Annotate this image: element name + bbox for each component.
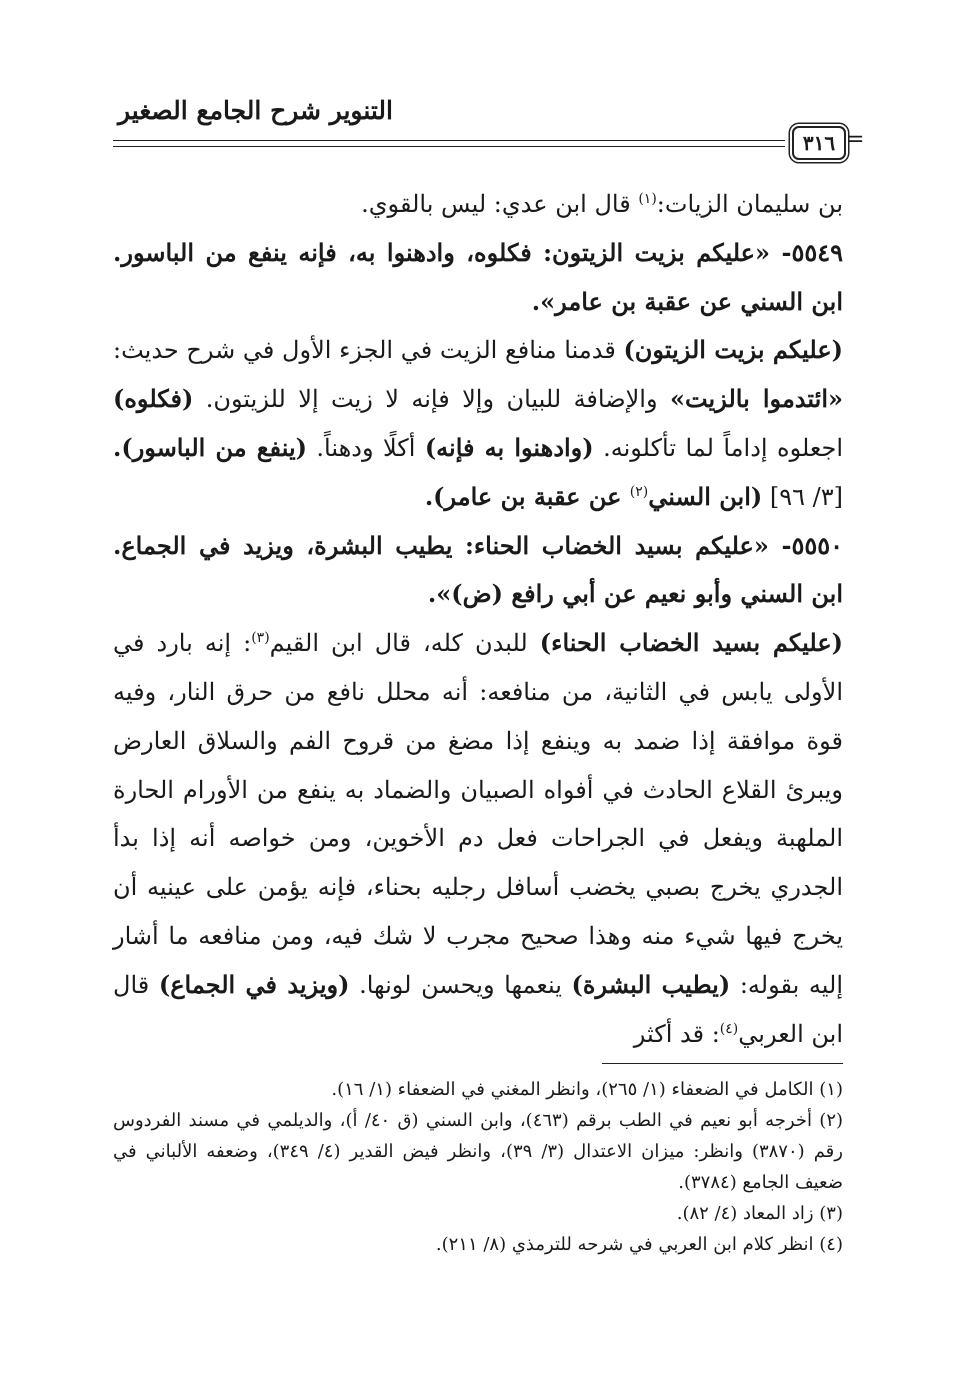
- footnotes: [113, 1074, 843, 1260]
- page-number: ٣١٦: [792, 126, 846, 160]
- commentary-5550: (عليكم بسيد الخضاب الحناء) للبدن كله، قال ابن القيم$^{(٣)}$: إنه بارد في الأولى يابس في الثانية، من منافعه: أنه محلل نافع من حرق النار، وفيه قوة موافقة إذا ضمد به وينفع إذا مضغ من قروح الفم والسلاق العارض ويبرئ القلاع الحادث في أفواه الصبيان والضماد به ينفع من الأورام الحارة الملهبة ويفعل في الجراحات فعل دم الأخوين، ومن خواصه أنه إذا بدأ الجدري يخرج بصبي يخضب أسافل رجليه بحناء، فإنه يؤمن على عينيه أن يخرج فيها شيء منه وهذا صحيح مجرب لا شك فيه، ومن منافعه ما أشار إليه بقوله: (يطيب البشرة) ينعمها ويحسن لونها. (ويزيد في الجماع) قال ابن العربي$^{(٤)}$: قد أكثر: [113, 628, 844, 1048]
- footnote-3: (٣) زاد المعاد (٤/ ٨٢).: [676, 1203, 843, 1224]
- page-number-ornament: =: [846, 127, 865, 152]
- footnote-4: (٤) انظر كلام ابن العربي في شرحه للترمذي (٨/ ٢١١).: [435, 1234, 843, 1255]
- header-rule-top: [113, 140, 785, 141]
- footnote-ref: (٣): [251, 630, 270, 647]
- footnote-ref: (٢): [629, 483, 649, 500]
- running-title: التنوير شرح الجامع الصغير: [118, 96, 393, 125]
- hadith-5549: ٥٥٤٩- «عليكم بزيت الزيتون: فكلوه، وادهنوا به، فإنه ينفع من الباسور. ابن السني عن عقبة بن عامر».: [113, 237, 843, 316]
- paragraph-continuation: بن سليمان الزيات:$^{(١)}$ قال ابن عدي: ليس بالقوي.: [361, 190, 843, 218]
- footnote-1: (١) الكامل في الضعفاء (١/ ٢٦٥)، وانظر المغني في الضعفاء (١/ ١٦).: [331, 1079, 843, 1100]
- footnote-separator: [602, 1063, 843, 1064]
- hadith-5550: ٥٥٥٠- «عليكم بسيد الخضاب الحناء: يطيب البشرة، ويزيد في الجماع. ابن السني وأبو نعيم عن أبي رافع (ض)».: [113, 530, 843, 609]
- main-text: [113, 180, 843, 1058]
- footnote-2: (٢) أخرجه أبو نعيم في الطب برقم (٤٦٣)، وابن السني (ق ٤٠/ أ)، والديلمي في مسند الفردوس رقم (٣٨٧٠) وانظر: ميزان الاعتدال (٣/ ٣٩)، وانظر فيض القدير (٤/ ٣٤٩)، وضعفه الألباني في ضعيف الجامع (٣٧٨٤).: [113, 1110, 844, 1193]
- header-rule-bottom: [113, 146, 785, 147]
- commentary-5549: (عليكم بزيت الزيتون) قدمنا منافع الزيت في الجزء الأول في شرح حديث: «ائتدموا بالزيت» والإضافة للبيان وإلا فإنه لا زيت إلا للزيتون. (فكلوه) اجعلوه إداماً لما تأكلونه. (وادهنوا به فإنه) أكلًا ودهناً. (ينفع من الباسور). [٣/ ٩٦] (ابن السني$^{(٢)}$ عن عقبة بن عامر).: [113, 335, 843, 511]
- footnote-ref: (٤): [719, 1020, 739, 1037]
- footnote-ref: (١): [638, 191, 657, 207]
